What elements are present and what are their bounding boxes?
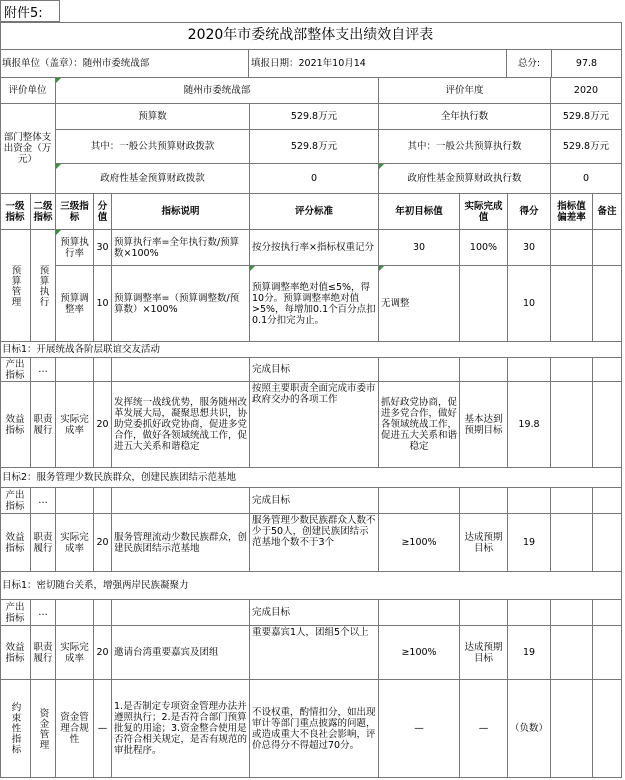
goal1-effect-target: 抓好政党协商，促进多党合作，做好各领域统战工作，促进五大关系和谐稳定 [379,382,460,468]
goal1-output-desc [112,358,250,382]
goal1-output-score [508,358,551,382]
col-deviation: 指标值偏差率 [551,194,593,230]
adjust-rate-target: 无调整 [379,266,460,342]
constraint-standard: 不设权重，酌情扣分，如出现审计等部门重点披露的问题，或造成重大不良社会影响，评价总得分不得超过70分。 [250,680,379,778]
goal1-effect-l3: 实际完成率 [56,382,94,468]
goal2-effect-l1: 效益指标 [0,514,31,572]
goal1-effect-desc: 发挥统一战线优势，服务随州改革发展大局，凝聚思想共识，协助党委抓好政党协商，促进多党合作，做好各领域统战工作，促进五大关系和谐稳定 [112,382,250,468]
general-exec-label: 其中：一般公共预算执行数 [379,130,551,164]
total-score-value: 97.8 [552,50,622,78]
goal2-effect-standard: 服务管理少数民族群众人数不少于50人，创建民族团结示范基地个数不于3个 [250,514,379,572]
goal3-effect-actual: 达成预期目标 [460,626,508,680]
goal3-output-deviation [551,600,593,626]
goal2-effect-l2: 职责履行 [31,514,56,572]
goal2-effect-target: ≥100% [379,514,460,572]
goal2-output-actual [460,488,508,514]
goal3-output-standard: 完成目标 [250,600,379,626]
constraint-l1: 约束性指标 [0,680,31,778]
goal3-output-l1: 产出指标 [0,600,31,626]
exec-rate-l3: 预算执行率 [56,230,94,266]
exec-rate-standard: 按分按执行率×指标权重记分 [250,230,379,266]
adjust-rate-remark [593,266,622,342]
goal3-output-l2: … [31,600,56,626]
col-weight: 分值 [94,194,112,230]
col-desc: 指标说明 [112,194,250,230]
goal3-output-target [379,600,460,626]
constraint-desc: 1.是否制定专项资金管理办法并遵照执行；2.是否符合部门预算批复的用途；3.资金整合使用是否符合相关规定，是否有规范的审批程序。 [112,680,250,778]
goal2-effect-score: 19 [508,514,551,572]
goal1-output-l1: 产出指标 [0,358,31,382]
exec-rate-actual: 100% [460,230,508,266]
comment-marker [56,164,61,169]
goal2-output-deviation [551,488,593,514]
comment-marker [56,230,61,235]
goal3-output-actual [460,600,508,626]
comment-marker [379,266,384,271]
col-score: 得分 [508,194,551,230]
page-title: 2020年市委统战部整体支出绩效自评表 [0,22,622,50]
total-score-label: 总分: [507,50,552,78]
fill-unit: 填报单位（盖章）：随州市委统战部 [0,50,249,78]
goal2-output-remark [593,488,622,514]
budget-mgmt-l1: 预算管理 [0,230,31,342]
general-budget-value: 529.8万元 [250,130,379,164]
goal3-effect-l3: 实际完成率 [56,626,94,680]
gov-exec-value: 0 [551,164,622,194]
goal2-output-standard: 完成目标 [250,488,379,514]
goal1-output-remark [593,358,622,382]
exec-rate-deviation [551,230,593,266]
adjust-rate-score: 10 [508,266,551,342]
col-l2: 二级指标 [31,194,56,230]
goal1-effect-l2: 职责履行 [31,382,56,468]
constraint-target: — [379,680,460,778]
budget-value: 529.8万元 [250,104,379,130]
goal2-effect-remark [593,514,622,572]
col-l3: 三级指标 [56,194,94,230]
budget-label: 预算数 [56,104,250,130]
col-remark: 备注 [593,194,622,230]
goal3-output-l3 [56,600,94,626]
col-l1: 一级指标 [0,194,31,230]
eval-year-label: 评价年度 [379,78,551,104]
goal2-output-target [379,488,460,514]
goal3-effect-l2: 职责履行 [31,626,56,680]
eval-unit-label: 评价单位 [0,78,56,104]
goal2-title: 目标2：服务管理少数民族群众，创建民族团结示范基地 [0,468,622,488]
goal3-effect-desc: 邀请台湾重要嘉宾及团组 [112,626,250,680]
goal1-output-l2: … [31,358,56,382]
col-actual: 实际完成值 [460,194,508,230]
goal2-effect-actual: 达成预期目标 [460,514,508,572]
funds-label: 部门整体支出资金（万元） [0,104,56,194]
goal3-effect-score: 19 [508,626,551,680]
adjust-rate-desc: 预算调整率=（预算调整数/预算数）×100% [112,266,250,342]
comment-marker [379,164,384,169]
gov-fund-label: 政府性基金预算财政拨款 [56,164,250,194]
exec-rate-remark [593,230,622,266]
exec-label: 全年执行数 [379,104,551,130]
comment-marker [56,78,61,83]
goal3-effect-standard: 重要嘉宾1人，团组5个以上 [250,626,379,680]
goal1-effect-weight: 20 [94,382,112,468]
comment-marker [250,266,255,271]
general-budget-label: 其中：一般公共预算财政拨款 [56,130,250,164]
col-standard: 评分标准 [250,194,379,230]
constraint-l3: 资金管理合规性 [56,680,94,778]
constraint-score: （负数） [508,680,551,778]
col-target: 年初目标值 [379,194,460,230]
constraint-weight: — [94,680,112,778]
constraint-deviation [551,680,593,778]
goal1-output-target [379,358,460,382]
goal3-output-score [508,600,551,626]
goal3-effect-target: ≥100% [379,626,460,680]
adjust-rate-weight: 10 [94,266,112,342]
eval-unit-value: 随州市委统战部 [56,78,379,104]
goal2-output-score [508,488,551,514]
goal3-title: 目标1：密切随台关系，增强两岸民族凝聚力 [0,572,622,600]
gov-fund-value: 0 [250,164,379,194]
exec-rate-weight: 30 [94,230,112,266]
budget-exec-l2: 预算执行 [31,230,56,342]
goal1-output-standard: 完成目标 [250,358,379,382]
goal2-effect-weight: 20 [94,514,112,572]
goal2-output-l1: 产出指标 [0,488,31,514]
general-exec-value: 529.8万元 [551,130,622,164]
goal3-output-remark [593,600,622,626]
exec-rate-score-text: 30 [522,242,536,253]
eval-year-value: 2020 [551,78,622,104]
goal1-output-l3 [56,358,94,382]
gov-exec-label: 政府性基金预算财政执行数 [379,164,551,194]
constraint-l2: 资金管理 [31,680,56,778]
adjust-rate-deviation [551,266,593,342]
goal2-effect-deviation [551,514,593,572]
exec-rate-target: 30 [379,230,460,266]
goal2-effect-l3: 实际完成率 [56,514,94,572]
goal3-effect-l1: 效益指标 [0,626,31,680]
fill-date: 填报日期：2021年10月14 [249,50,507,78]
adjust-rate-actual [460,266,508,342]
goal1-title: 目标1：开展统战各阶层联谊交友活动 [0,342,622,358]
annex-label: 附件5: [0,0,60,22]
goal1-effect-remark [593,382,622,468]
goal2-output-l3 [56,488,94,514]
goal1-effect-actual: 基本达到预期目标 [460,382,508,468]
adjust-rate-standard: 预算调整率绝对值≤5%，得10分。预算调整率绝对值>5%，每增加0.1个百分点扣0.1分扣完为止。 [250,266,379,342]
goal1-effect-score: 19.8 [508,382,551,468]
goal3-output-weight [94,600,112,626]
goal3-output-desc [112,600,250,626]
exec-rate-desc: 预算执行率=全年执行数/预算数×100% [112,230,250,266]
goal1-output-actual [460,358,508,382]
goal1-effect-standard: 按照主要职责全面完成市委市政府交办的各项工作 [250,382,379,468]
exec-rate-score [508,230,551,266]
goal3-effect-deviation [551,626,593,680]
goal3-effect-remark [593,626,622,680]
constraint-actual: — [460,680,508,778]
goal2-output-weight [94,488,112,514]
goal3-effect-weight: 20 [94,626,112,680]
goal2-effect-desc: 服务管理流动少数民族群众，创建民族团结示范基地 [112,514,250,572]
goal2-output-l2: … [31,488,56,514]
goal1-effect-l1: 效益指标 [0,382,31,468]
goal1-output-deviation [551,358,593,382]
constraint-remark [593,680,622,778]
goal2-output-desc [112,488,250,514]
adjust-rate-l3: 预算调整率 [56,266,94,342]
goal1-effect-deviation [551,382,593,468]
exec-value: 529.8万元 [551,104,622,130]
goal1-output-weight [94,358,112,382]
